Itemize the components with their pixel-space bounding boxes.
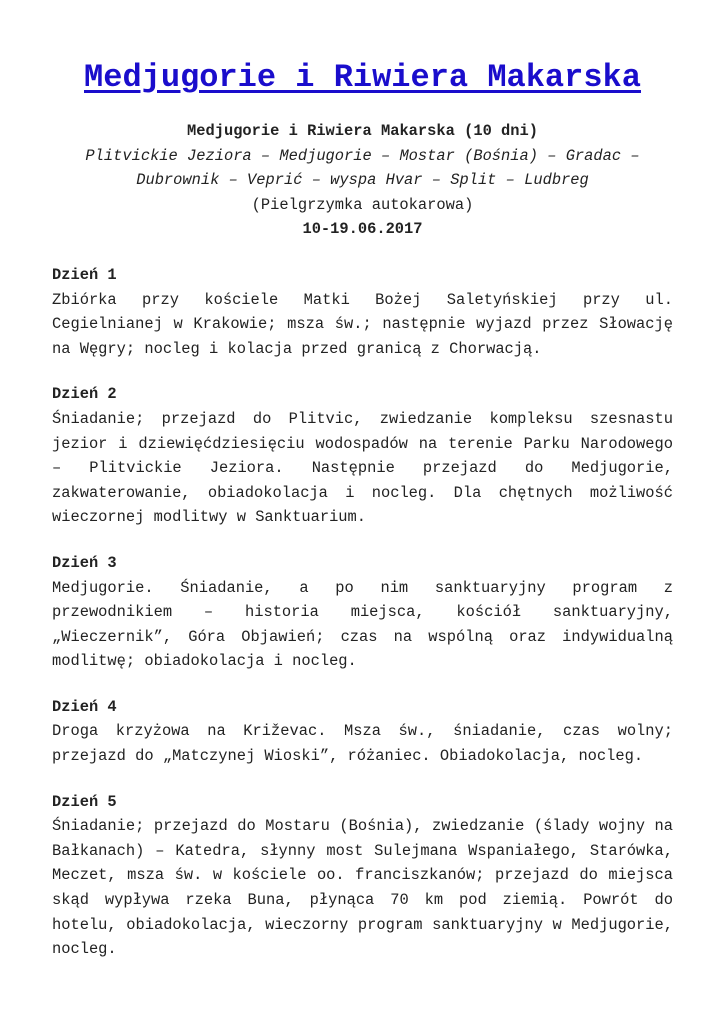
day-heading: Dzień 1 (52, 265, 117, 284)
trip-subtitle: Medjugorie i Riwiera Makarska (10 dni) (187, 122, 538, 140)
itinerary (52, 263, 673, 962)
day-description: Śniadanie; przejazd do Plitvic, zwiedzanie kompleksu szesnastu jezior i dziewięćdziesięciu wodospadów na terenie Parku Narodowego – Plitvickie Jeziora. Następnie przejazd do Medjugorie, zakwaterowanie, obiadokolacja i nocleg. Dla chętnych możliwość wieczornej modlitwy w Sanktuarium. (52, 409, 673, 527)
trip-type: (Pielgrzymka autokarowa) (251, 195, 474, 214)
day-heading: Dzień 5 (52, 792, 117, 811)
day-description: Śniadanie; przejazd do Mostaru (Bośnia), zwiedzanie (ślady wojny na Bałkanach) – Katedra, słynny most Sulejmana Wspaniałego, Starówka, Meczet, msza św. w kościele oo. franciszkanów; przejazd do miejsca skąd wypływa rzeka Buna, płynąca 70 km pod ziemią. Powrót do hotelu, obiadokolacja, wieczorny program sanktuaryjny w Medjugorie, nocleg. (52, 817, 673, 959)
itinerary-day (52, 263, 673, 361)
day-description: Medjugorie. Śniadanie, a po nim sanktuaryjny program z przewodnikiem – historia miejsca, kościół sanktuaryjny, „Wieczernik”, Góra Objawień; czas na wspólną oraz indywidualną modlitwę; obiadokolacja i nocleg. (52, 578, 673, 671)
itinerary-day (52, 382, 673, 530)
itinerary-day (52, 695, 673, 769)
day-heading: Dzień 3 (52, 553, 117, 572)
trip-summary (52, 119, 673, 242)
day-description: Zbiórka przy kościele Matki Bożej Saletyńskiej przy ul. Cegielnianej w Krakowie; msza św.; następnie wyjazd przez Słowację na Węgry; nocleg i kolacja przed granicą z Chorwacją. (52, 290, 673, 358)
page-title[interactable] (52, 0, 673, 98)
trip-route: Plitvickie Jeziora – Medjugorie – Mostar (Bośnia) – Gradac – Dubrownik – Veprić – wyspa Hvar – Split – Ludbreg (85, 146, 640, 190)
day-heading: Dzień 2 (52, 385, 117, 404)
page-title-link[interactable]: Medjugorie i Riwiera Makarska (84, 59, 641, 96)
trip-dates: 10-19.06.2017 (302, 220, 423, 239)
day-description: Droga krzyżowa na Križevac. Msza św., śniadanie, czas wolny; przejazd do „Matczynej Wioski”, różaniec. Obiadokolacja, nocleg. (52, 722, 673, 766)
itinerary-day (52, 790, 673, 962)
itinerary-day (52, 551, 673, 674)
day-heading: Dzień 4 (52, 697, 117, 716)
